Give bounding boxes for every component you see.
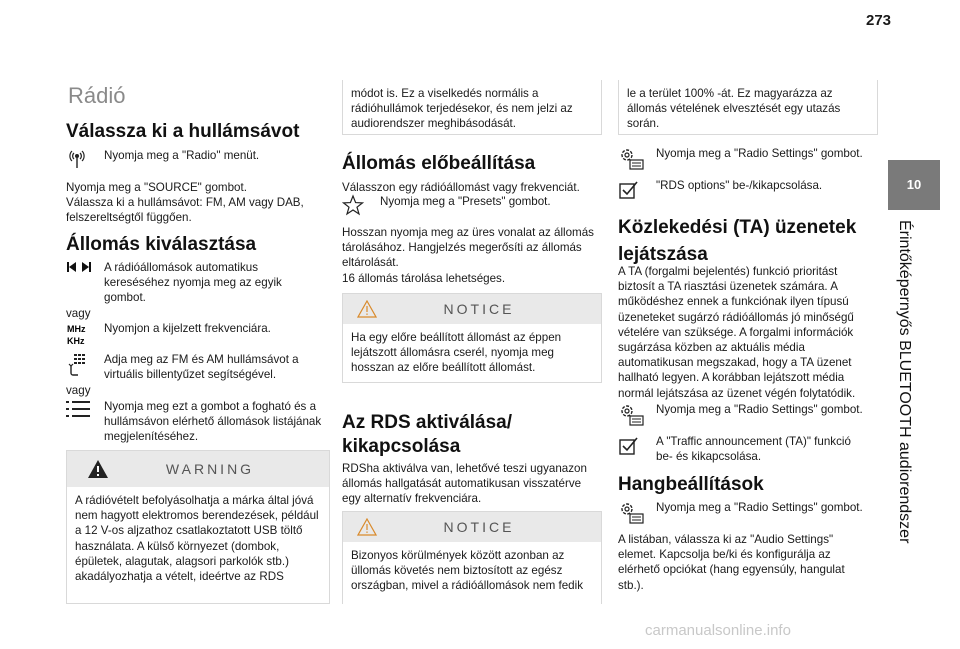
audio-settings-text: A listában, válassza ki az "Audio Settings" elemet. Kapcsolja be/ki és konfigurálja az elérhető opciókat (hang egyensúly, hangulat stb.). bbox=[618, 533, 845, 592]
settings-text-1: Nyomja meg a "Radio Settings" gombot. bbox=[656, 147, 863, 160]
watermark: carmanualsonline.info bbox=[645, 622, 791, 639]
band-text: Válassza ki a hullámsávot: FM, AM vagy DAB, felszereltségtől függően. bbox=[66, 196, 304, 225]
section-title: Rádió bbox=[68, 83, 126, 108]
ta-text: A TA (forgalmi bejelentés) funkció prioritást biztosít a TA riasztási üzenetek számára. A működéshez ennek a funkciónak ilyen típusú üzeneteket sugárzó rádióállomás jó minőségű vételére van szüksége. A forgalmi információk sugárzása közben az aktuális média automatikusan megszakad, hogy a TA üzenet hallható legyen. A korábban lejátszott média normál lejátszása az üzenet végén folytatódik. bbox=[618, 265, 856, 400]
seek-buttons-icon bbox=[66, 260, 90, 284]
frequency-text: Nyomjon a kijelzett frekvenciára. bbox=[104, 322, 271, 335]
warning-header bbox=[67, 451, 329, 487]
warning-label: WARNING bbox=[165, 461, 255, 477]
keyboard-text: Adja meg az FM és AM hullámsávot a virtuális billentyűzet segítségével. bbox=[104, 353, 299, 382]
heading-ta: Közlekedési (TA) üzenetek lejátszása bbox=[618, 217, 857, 265]
heading-band: Válassza ki a hullámsávot bbox=[66, 121, 300, 142]
svg-text:KHz: KHz bbox=[67, 336, 85, 346]
presets-text: Nyomja meg a "Presets" gombot. bbox=[380, 195, 551, 208]
notice-box-2 bbox=[342, 511, 602, 604]
svg-text:MHz: MHz bbox=[67, 324, 86, 334]
keypad-icon bbox=[66, 352, 90, 376]
chapter-number-tab: 10 bbox=[888, 160, 940, 210]
list-icon bbox=[66, 399, 90, 423]
heading-station-select: Állomás kiválasztása bbox=[66, 234, 257, 255]
or-text-1: vagy bbox=[66, 307, 91, 320]
warning-box bbox=[66, 450, 330, 604]
heading-sound: Hangbeállítások bbox=[618, 474, 764, 495]
notice-header-1 bbox=[343, 294, 601, 324]
continued-box-3: le a terület 100% -át. Ez magyarázza az állomás vételének elvesztését egy utazás során. bbox=[618, 80, 878, 135]
settings-gear-icon bbox=[618, 146, 642, 170]
notice-label-1: NOTICE bbox=[443, 301, 515, 317]
notice-label-2: NOTICE bbox=[443, 519, 515, 535]
radio-menu-text: Nyomja meg a "Radio" menüt. bbox=[104, 149, 260, 162]
mhz-khz-icon bbox=[66, 321, 90, 345]
list-text: Nyomja meg ezt a gombot a fogható és a hullámsávon elérhető állomások listájának megjelenítéséhez. bbox=[104, 400, 322, 444]
star-icon bbox=[342, 194, 366, 218]
page-number: 273 bbox=[866, 12, 892, 29]
settings-gear-icon-3 bbox=[618, 500, 642, 524]
settings-gear-icon-2 bbox=[618, 402, 642, 426]
checkbox-icon bbox=[618, 178, 642, 202]
settings-text-3: Nyomja meg a "Radio Settings" gombot. bbox=[656, 501, 863, 514]
heading-presets: Állomás előbeállítása bbox=[342, 153, 536, 174]
warning-text: A rádióvételt befolyásolhatja a márka által jóvá nem hagyott elektromos berendezések, például a 12 V-os aljzathoz csatlakoztatott USB töltő használata. A külső környezet (dombok, épületek, alagutak, alagsori parkolók stb.) akadályozhatja a vételt, ideértve az RDS bbox=[75, 494, 319, 584]
or-text-2: vagy bbox=[66, 384, 91, 397]
continued-box: módot is. Ez a viselkedés normális a rádióhullámok terjedésekor, és nem jelzi az audiorendszer meghibásodását. bbox=[342, 80, 602, 135]
count-text: 16 állomás tárolása lehetséges. bbox=[342, 272, 506, 285]
auto-search-text: A rádióállomások automatikus kereséséhez nyomja meg az egyik gombot. bbox=[104, 261, 282, 305]
heading-rds: Az RDS aktiválása/ kikapcsolása bbox=[342, 412, 513, 457]
notice-box-1 bbox=[342, 293, 602, 383]
chapter-title: Érintőképernyős BLUETOOTH audiorendszer bbox=[896, 220, 913, 544]
checkbox-icon-2 bbox=[618, 434, 642, 458]
rds-text: RDSha aktiválva van, lehetővé teszi ugyanazon állomás hallgatását automatikusan visszatérve egy alternatív frekvenciára. bbox=[342, 462, 587, 506]
hold-text: Hosszan nyomja meg az üres vonalat az állomás tárolásához. Hangjelzés megerősíti az állomás eltárolását. bbox=[342, 226, 594, 270]
notice-text-1: Ha egy előre beállított állomást az éppen lejátszott állomásra cserél, nyomja meg hosszan az előre beállított állomást. bbox=[351, 331, 562, 375]
rds-options-text: "RDS options" be-/kikapcsolása. bbox=[656, 179, 823, 192]
source-text: Nyomja meg a "SOURCE" gombot. bbox=[66, 181, 247, 194]
radio-icon bbox=[66, 148, 90, 172]
settings-text-2: Nyomja meg a "Radio Settings" gombot. bbox=[656, 403, 863, 416]
traffic-text: A "Traffic announcement (TA)" funkció be- és kikapcsolása. bbox=[656, 435, 851, 464]
select-station-text: Válasszon egy rádióállomást vagy frekvenciát. bbox=[342, 181, 580, 194]
notice-header-2 bbox=[343, 512, 601, 542]
notice-text-2: Bizonyos körülmények között azonban az üllomás követés nem biztosított az egész országban, mivel a rádióállomások nem fedik bbox=[351, 549, 583, 593]
